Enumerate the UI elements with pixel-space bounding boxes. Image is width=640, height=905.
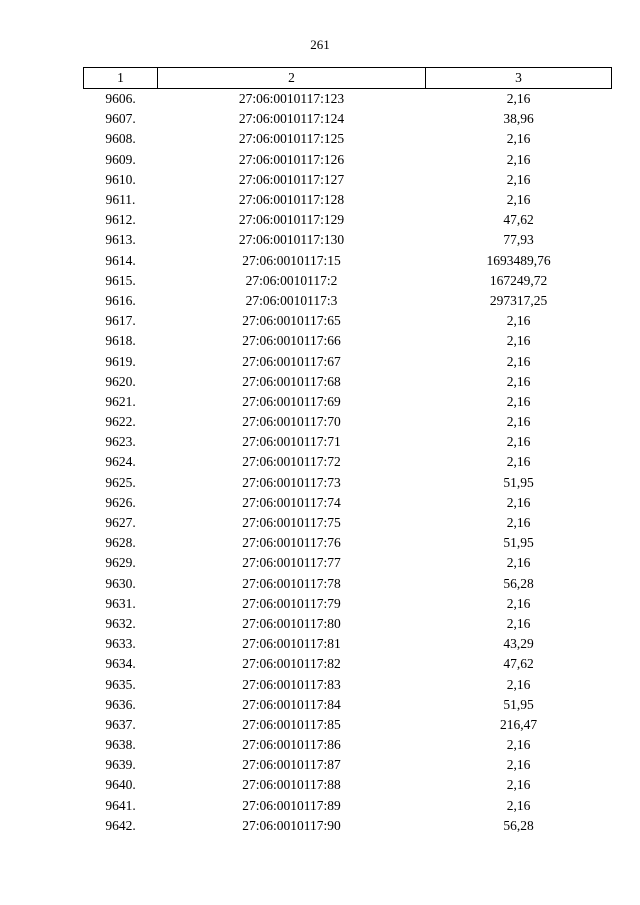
cadastral-number: 27:06:0010117:74 xyxy=(242,494,341,510)
table-row xyxy=(84,170,612,190)
row-number: 9639. xyxy=(105,757,136,773)
value: 2,16 xyxy=(506,434,531,450)
row-number: 9637. xyxy=(105,716,136,732)
row-number: 9615. xyxy=(105,272,136,288)
cadastral-number: 27:06:0010117:2 xyxy=(245,272,338,288)
cadastral-number: 27:06:0010117:128 xyxy=(238,192,345,208)
table-row xyxy=(84,291,612,311)
value: 51,95 xyxy=(503,535,534,551)
value: 43,29 xyxy=(503,636,534,652)
cadastral-number: 27:06:0010117:89 xyxy=(242,797,341,813)
row-number: 9607. xyxy=(105,111,136,127)
cadastral-number: 27:06:0010117:67 xyxy=(242,353,341,369)
table-row xyxy=(84,796,612,816)
cadastral-number: 27:06:0010117:127 xyxy=(238,171,345,187)
value: 2,16 xyxy=(506,333,531,349)
header-row xyxy=(84,68,612,89)
value: 56,28 xyxy=(503,575,534,591)
cadastral-number: 27:06:0010117:65 xyxy=(242,313,341,329)
row-number: 9628. xyxy=(105,535,136,551)
row-number: 9630. xyxy=(105,575,136,591)
table-row xyxy=(84,775,612,795)
value: 2,16 xyxy=(506,676,531,692)
value: 2,16 xyxy=(506,373,531,389)
cadastral-number: 27:06:0010117:70 xyxy=(242,414,341,430)
value: 297317,25 xyxy=(489,292,548,308)
value: 2,16 xyxy=(506,192,531,208)
row-number: 9612. xyxy=(105,212,136,228)
row-number: 9622. xyxy=(105,414,136,430)
row-number: 9617. xyxy=(105,313,136,329)
row-number: 9633. xyxy=(105,636,136,652)
row-number: 9636. xyxy=(105,696,136,712)
table-row xyxy=(84,372,612,392)
value: 2,16 xyxy=(506,171,531,187)
value: 2,16 xyxy=(506,777,531,793)
table-row xyxy=(84,129,612,149)
value: 2,16 xyxy=(506,494,531,510)
row-number: 9626. xyxy=(105,494,136,510)
cadastral-number: 27:06:0010117:72 xyxy=(242,454,341,470)
table-row xyxy=(84,654,612,674)
value: 2,16 xyxy=(506,313,531,329)
value: 47,62 xyxy=(503,212,534,228)
table-row xyxy=(84,594,612,614)
table-row xyxy=(84,432,612,452)
table-row xyxy=(84,634,612,654)
cadastral-number: 27:06:0010117:88 xyxy=(242,777,341,793)
row-number: 9619. xyxy=(105,353,136,369)
row-number: 9616. xyxy=(105,292,136,308)
value: 216,47 xyxy=(499,716,538,732)
table-row xyxy=(84,311,612,331)
row-number: 9638. xyxy=(105,737,136,753)
column-header-2: 2 xyxy=(158,68,426,89)
cadastral-number: 27:06:0010117:82 xyxy=(242,656,341,672)
table-row xyxy=(84,452,612,472)
cadastral-number: 27:06:0010117:123 xyxy=(238,91,345,107)
page-number: 261 xyxy=(310,37,330,52)
table-row xyxy=(84,210,612,230)
cadastral-number: 27:06:0010117:3 xyxy=(245,292,338,308)
row-number: 9608. xyxy=(105,131,136,147)
value: 2,16 xyxy=(506,555,531,571)
value: 2,16 xyxy=(506,393,531,409)
value: 2,16 xyxy=(506,454,531,470)
table-row xyxy=(84,251,612,271)
value: 2,16 xyxy=(506,414,531,430)
cadastral-number: 27:06:0010117:69 xyxy=(242,393,341,409)
row-number: 9609. xyxy=(105,151,136,167)
row-number: 9624. xyxy=(105,454,136,470)
row-number: 9629. xyxy=(105,555,136,571)
table-row xyxy=(84,89,612,110)
table-header xyxy=(84,68,612,89)
value: 77,93 xyxy=(503,232,534,248)
table-row xyxy=(84,190,612,210)
table-row xyxy=(84,271,612,291)
row-number: 9611. xyxy=(105,192,136,208)
value: 2,16 xyxy=(506,737,531,753)
value: 1693489,76 xyxy=(486,252,551,268)
cadastral-number: 27:06:0010117:129 xyxy=(238,212,345,228)
cadastral-number: 27:06:0010117:130 xyxy=(238,232,345,248)
table-row xyxy=(84,533,612,553)
cadastral-number: 27:06:0010117:87 xyxy=(242,757,341,773)
value: 47,62 xyxy=(503,656,534,672)
cadastral-number: 27:06:0010117:77 xyxy=(242,555,341,571)
row-number: 9640. xyxy=(105,777,136,793)
value: 2,16 xyxy=(506,757,531,773)
row-number: 9641. xyxy=(105,797,136,813)
row-number: 9635. xyxy=(105,676,136,692)
row-number: 9627. xyxy=(105,515,136,531)
value: 2,16 xyxy=(506,91,531,107)
row-number: 9606. xyxy=(105,91,136,107)
table-row xyxy=(84,553,612,573)
value: 2,16 xyxy=(506,797,531,813)
cadastral-number: 27:06:0010117:85 xyxy=(242,716,341,732)
cadastral-number: 27:06:0010117:90 xyxy=(242,817,341,833)
row-number: 9634. xyxy=(105,656,136,672)
table-row xyxy=(84,392,612,412)
table-row xyxy=(84,755,612,775)
cadastral-number: 27:06:0010117:78 xyxy=(242,575,341,591)
table-row xyxy=(84,351,612,371)
row-number: 9614. xyxy=(105,252,136,268)
table-body xyxy=(84,89,612,836)
table-row xyxy=(84,150,612,170)
column-header-3: 3 xyxy=(426,68,612,89)
cadastral-number: 27:06:0010117:68 xyxy=(242,373,341,389)
table-row xyxy=(84,574,612,594)
table-row xyxy=(84,715,612,735)
row-number: 9631. xyxy=(105,595,136,611)
table-row xyxy=(84,412,612,432)
table-row xyxy=(84,614,612,634)
value: 2,16 xyxy=(506,353,531,369)
cadastral-number: 27:06:0010117:75 xyxy=(242,515,341,531)
value: 51,95 xyxy=(503,474,534,490)
cadastral-number: 27:06:0010117:84 xyxy=(242,696,341,712)
cadastral-number: 27:06:0010117:80 xyxy=(242,615,341,631)
table-row xyxy=(84,674,612,694)
row-number: 9618. xyxy=(105,333,136,349)
cadastral-number: 27:06:0010117:15 xyxy=(242,252,341,268)
cadastral-number: 27:06:0010117:66 xyxy=(242,333,341,349)
value: 56,28 xyxy=(503,817,534,833)
value: 2,16 xyxy=(506,595,531,611)
cadastral-number: 27:06:0010117:125 xyxy=(238,131,345,147)
cadastral-number: 27:06:0010117:79 xyxy=(242,595,341,611)
row-number: 9610. xyxy=(105,171,136,187)
table-row xyxy=(84,816,612,836)
cadastral-number: 27:06:0010117:81 xyxy=(242,636,341,652)
cadastral-number: 27:06:0010117:124 xyxy=(238,111,345,127)
table-row xyxy=(84,230,612,250)
value: 2,16 xyxy=(506,515,531,531)
cadastral-number: 27:06:0010117:83 xyxy=(242,676,341,692)
value: 51,95 xyxy=(503,696,534,712)
row-number: 9620. xyxy=(105,373,136,389)
row-number: 9632. xyxy=(105,615,136,631)
value: 2,16 xyxy=(506,615,531,631)
row-number: 9621. xyxy=(105,393,136,409)
table-row xyxy=(84,331,612,351)
row-number: 9623. xyxy=(105,434,136,450)
table-row xyxy=(84,473,612,493)
column-header-1: 1 xyxy=(84,68,158,89)
value: 167249,72 xyxy=(489,272,548,288)
cadastral-table xyxy=(83,67,612,836)
cadastral-number: 27:06:0010117:71 xyxy=(242,434,341,450)
cadastral-number: 27:06:0010117:73 xyxy=(242,474,341,490)
cadastral-number: 27:06:0010117:76 xyxy=(242,535,341,551)
table-row xyxy=(84,695,612,715)
value: 38,96 xyxy=(503,111,534,127)
table-row xyxy=(84,735,612,755)
table-row xyxy=(84,493,612,513)
cadastral-number: 27:06:0010117:86 xyxy=(242,737,341,753)
cadastral-number: 27:06:0010117:126 xyxy=(238,151,345,167)
row-number: 9642. xyxy=(105,817,136,833)
table-row xyxy=(84,109,612,129)
value: 2,16 xyxy=(506,151,531,167)
table-row xyxy=(84,513,612,533)
row-number: 9613. xyxy=(105,232,136,248)
row-number: 9625. xyxy=(105,474,136,490)
value: 2,16 xyxy=(506,131,531,147)
